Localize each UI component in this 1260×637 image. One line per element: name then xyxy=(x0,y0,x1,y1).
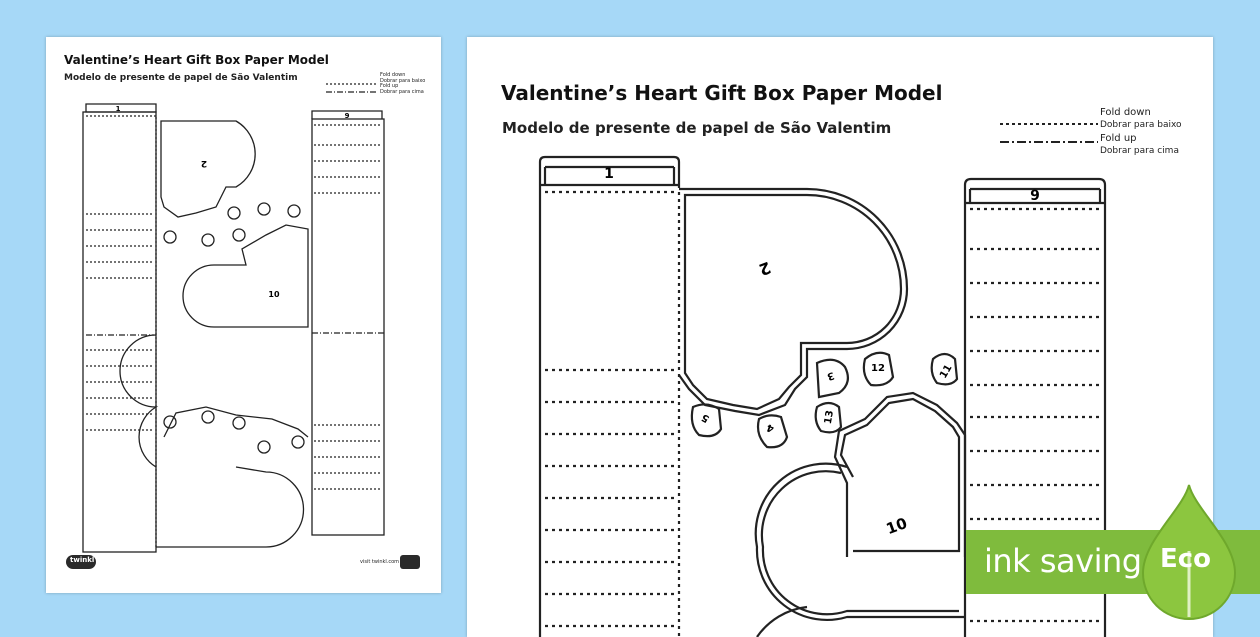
main-tab-9-label: 9 xyxy=(1030,188,1040,204)
legend-fold-down: Fold down xyxy=(380,72,406,78)
main-heart-10-label: 10 xyxy=(883,514,910,539)
eco-text: Eco xyxy=(1160,544,1212,574)
legend-fold-up: Fold up xyxy=(380,83,399,89)
main-title: Valentine’s Heart Gift Box Paper Model xyxy=(501,81,943,105)
twinkl-logo: twinkl xyxy=(66,555,96,569)
main-left-strip-fold-lines xyxy=(545,192,674,626)
thumbnail-page[interactable] xyxy=(46,37,441,593)
heart-10-label: 10 xyxy=(268,290,280,299)
main-legend-fold-down-pt: Dobrar para baixo xyxy=(1100,120,1182,130)
footer-site: visit twinkl.com xyxy=(360,559,400,565)
thumbnail-subtitle: Modelo de presente de papel de São Valentim xyxy=(64,73,298,83)
main-legend-fold-up: Fold up xyxy=(1100,133,1137,144)
main-legend-fold-down: Fold down xyxy=(1100,107,1151,118)
main-heart-2-label: 2 xyxy=(756,257,774,280)
tab-9-label: 9 xyxy=(344,112,350,120)
heart-2-label: 2 xyxy=(200,158,208,168)
tab-5-label: 5 xyxy=(699,411,712,425)
tab-1-label: 1 xyxy=(115,105,121,113)
ink-saving-text: ink saving xyxy=(984,542,1142,580)
right-strip-fold-lines xyxy=(314,145,382,489)
legend-fold-up-pt: Dobrar para cima xyxy=(380,88,424,95)
legend-fold-down-pt: Dobrar para baixo xyxy=(380,77,426,84)
thumbnail-template-diagram xyxy=(46,37,441,593)
main-tab-1-label: 1 xyxy=(604,166,614,182)
thumbnail-title: Valentine’s Heart Gift Box Paper Model xyxy=(64,53,329,67)
footer-badge-icon xyxy=(400,555,420,569)
tab-11-label: 11 xyxy=(938,362,955,381)
main-legend-fold-up-pt: Dobrar para cima xyxy=(1100,146,1179,156)
left-strip-fold-lines xyxy=(86,214,154,430)
tab-13-label: 13 xyxy=(822,409,837,426)
tab-12-label: 12 xyxy=(871,363,885,374)
tab-3-label: 3 xyxy=(825,369,836,382)
tab-4-label: 4 xyxy=(765,421,776,434)
main-subtitle: Modelo de presente de papel de São Valentim xyxy=(502,119,892,137)
